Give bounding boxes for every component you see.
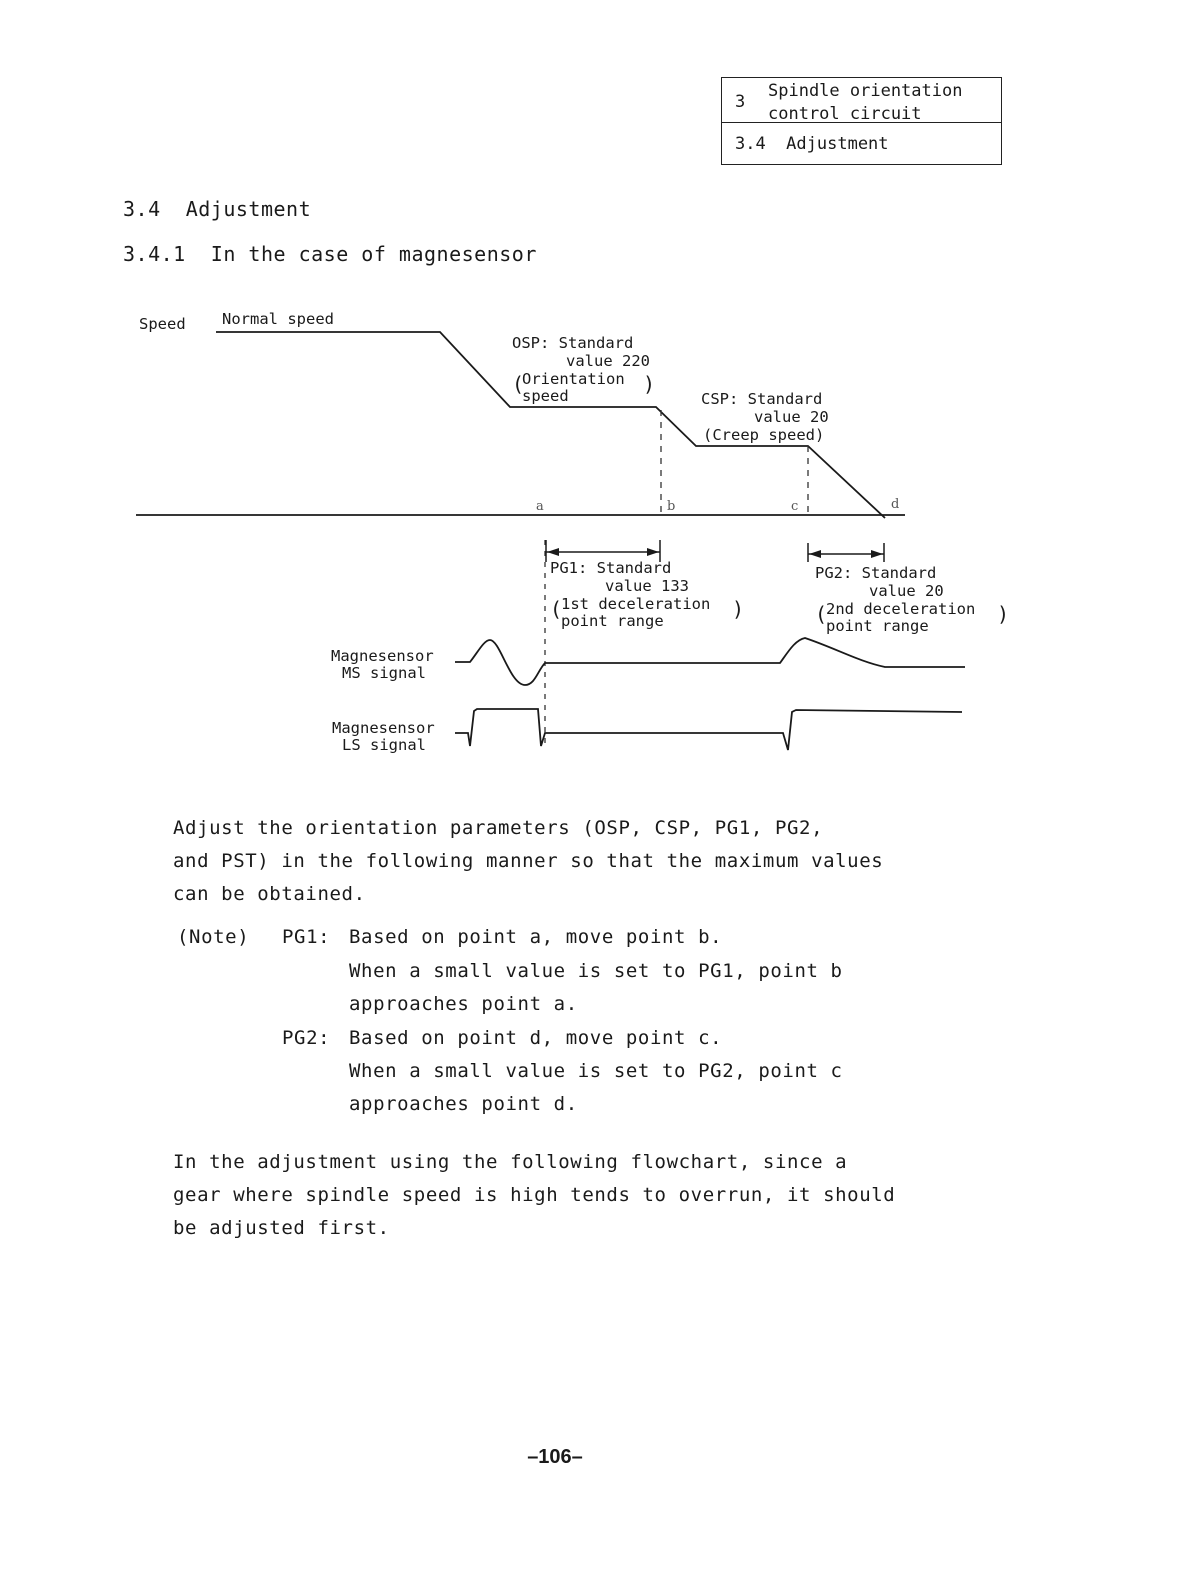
note-pg1-line: approaches point a. [349,993,578,1015]
note-pg2-line: When a small value is set to PG2, point c [349,1060,843,1082]
header-section-label: 3.4 Adjustment [735,134,889,154]
point-a-label: a [536,499,544,514]
osp-label-line3: Orientation [522,370,625,388]
header-chapter-title: Spindle orientation control circuit [768,81,963,124]
paragraph-line: Adjust the orientation parameters (OSP, CSP, PG1, PG2, [173,817,824,839]
pg2-label-line3: 2nd deceleration [826,600,976,618]
ls-signal-label-line1: Magnesensor [332,719,435,737]
osp-close-paren: ) [643,372,656,396]
paragraph-line: and PST) in the following manner so that the maximum values [173,850,884,872]
note-pg2-line: Based on point d, move point c. [349,1027,723,1049]
point-b-label: b [667,499,676,514]
csp-label-line3: (Creep speed) [703,426,825,444]
page-number: –106– [527,1446,583,1468]
note-pg2-label: PG2: [282,1027,331,1049]
ms-signal-label-line2: MS signal [342,664,426,682]
pg2-label-line2: value 20 [869,582,944,600]
pg1-close-paren: ) [732,597,745,621]
pg1-label-line2: value 133 [605,577,689,595]
pg2-label-line1: PG2: Standard [815,564,937,582]
paragraph-line: be adjusted first. [173,1217,390,1239]
pg2-close-paren: ) [997,602,1010,626]
ls-signal-waveform [455,709,962,750]
speed-axis-label: Speed [139,315,186,333]
osp-open-paren: ( [512,372,525,396]
pg1-label-line1: PG1: Standard [550,559,672,577]
pg2-arrow-right [871,550,883,558]
pg1-label-line4: point range [561,612,664,630]
pg2-open-paren: ( [815,602,828,626]
pg1-arrow-right [647,548,659,556]
note-pg2-line: approaches point d. [349,1093,578,1115]
pg1-label-line3: 1st deceleration [561,595,711,613]
ms-signal-label-line1: Magnesensor [331,647,434,665]
section-heading: 3.4 Adjustment [123,197,312,221]
ms-signal-waveform [455,638,965,685]
ls-signal-label-line2: LS signal [342,736,426,754]
pg2-arrow-left [809,550,821,558]
note-pg1-line: Based on point a, move point b. [349,926,723,948]
note-pg1-label: PG1: [282,926,331,948]
pg2-label-line4: point range [826,617,929,635]
osp-label-line2: value 220 [566,352,650,370]
paragraph-line: In the adjustment using the following flowchart, since a [173,1151,848,1173]
header-chapter-number: 3 [735,92,746,112]
osp-label-line1: OSP: Standard [512,334,634,352]
csp-label-line2: value 20 [754,408,829,426]
paragraph-flowchart-note [173,1146,895,1245]
pg1-open-paren: ( [550,597,563,621]
point-c-label: c [791,499,799,514]
note-label: (Note) [177,926,250,948]
paragraph-adjust-parameters [173,812,883,911]
pg1-arrow-left [547,548,559,556]
paragraph-line: can be obtained. [173,883,366,905]
paragraph-line: gear where spindle speed is high tends to overrun, it should [173,1184,896,1206]
point-d-label: d [891,497,900,512]
normal-speed-label: Normal speed [222,310,334,328]
note-pg1-line: When a small value is set to PG1, point b [349,960,843,982]
subsection-heading: 3.4.1 In the case of magnesensor [123,242,537,266]
csp-label-line1: CSP: Standard [701,390,823,408]
osp-label-line4: speed [522,387,569,405]
